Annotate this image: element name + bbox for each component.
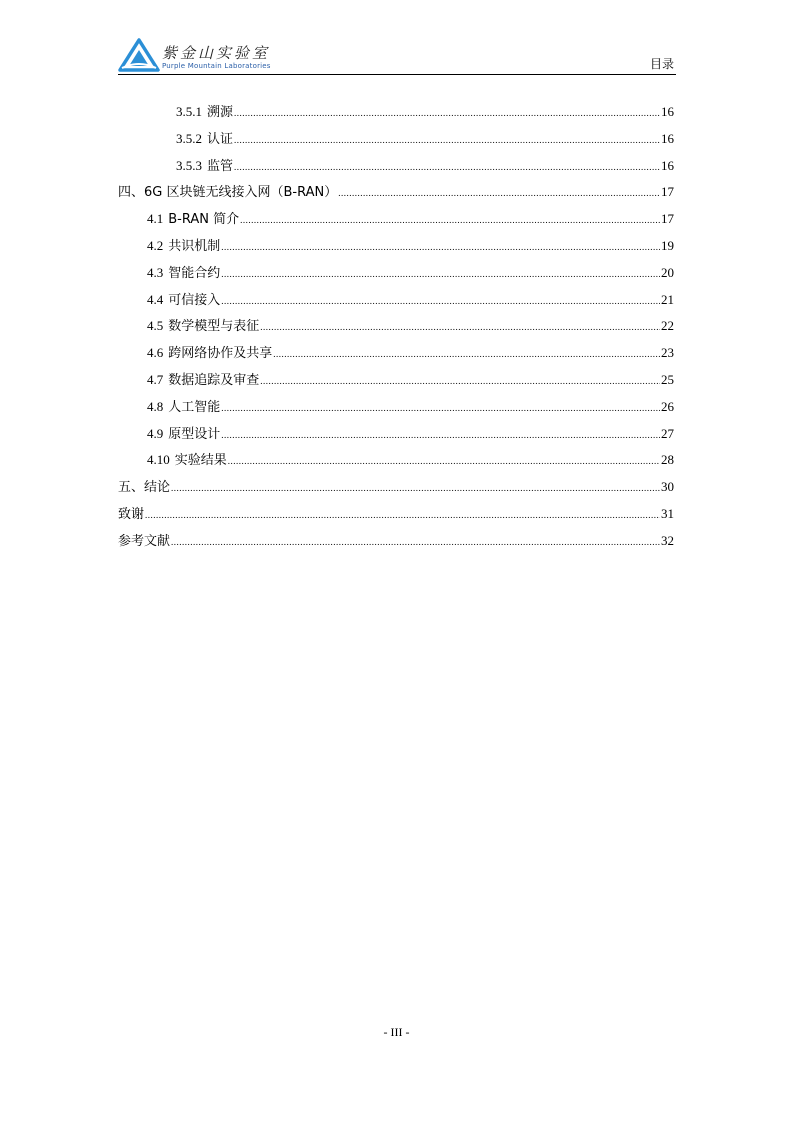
toc-entry-number: 4.6 bbox=[147, 345, 164, 361]
toc-entry-number: 4.7 bbox=[147, 371, 164, 387]
toc-entry[interactable] bbox=[118, 396, 674, 423]
toc-entry-title: 溯源 bbox=[207, 105, 234, 120]
toc-entry-number: 4.5 bbox=[147, 318, 164, 334]
toc-entry-number: 4.4 bbox=[147, 291, 164, 307]
toc-dot-leader bbox=[234, 135, 660, 145]
purple-mountain-logo-icon bbox=[118, 38, 160, 72]
toc-dot-leader bbox=[221, 296, 660, 306]
toc-entry-title: 认证 bbox=[207, 131, 234, 147]
toc-entry-title: B-RAN 简介 bbox=[168, 212, 240, 228]
toc-entry[interactable] bbox=[118, 289, 674, 316]
toc-entry-title: 数学模型与表征 bbox=[168, 319, 260, 335]
toc-entry-page: 26 bbox=[661, 398, 674, 414]
toc-dot-leader bbox=[221, 269, 660, 279]
toc-dot-leader bbox=[221, 242, 660, 252]
toc-entry[interactable] bbox=[118, 101, 674, 128]
toc-entry-number: 3.5.1 bbox=[176, 104, 202, 119]
toc-entry-title: 五、结论 bbox=[118, 480, 171, 496]
toc-entry[interactable] bbox=[118, 476, 674, 503]
toc-entry-title: 可信接入 bbox=[168, 292, 221, 308]
toc-entry-title: 监管 bbox=[207, 158, 234, 174]
toc-entry[interactable] bbox=[118, 235, 674, 262]
toc-entry[interactable] bbox=[118, 530, 674, 557]
toc-entry-title: 数据追踪及审查 bbox=[168, 372, 260, 388]
toc-entry-title: 智能合约 bbox=[168, 265, 221, 281]
toc-entry-page: 31 bbox=[661, 505, 674, 521]
toc-entry-page: 19 bbox=[661, 237, 674, 253]
toc-entry[interactable] bbox=[118, 449, 674, 476]
toc-entry[interactable] bbox=[118, 155, 674, 182]
toc-entry-number: 3.5.2 bbox=[176, 130, 202, 146]
page-number: - III - bbox=[383, 1025, 410, 1039]
toc-dot-leader bbox=[171, 537, 660, 547]
toc-dot-leader bbox=[273, 349, 660, 359]
toc-dot-leader bbox=[338, 188, 660, 198]
toc-entry[interactable] bbox=[118, 342, 674, 369]
toc-entry-title: 实验结果 bbox=[174, 453, 227, 469]
toc-entry-page: 17 bbox=[661, 184, 674, 200]
toc-entry[interactable] bbox=[118, 423, 674, 450]
toc-entry-number: 4.1 bbox=[147, 211, 164, 227]
toc-entry-page: 32 bbox=[661, 532, 674, 548]
logo-chinese-name: 紫金山实验室 bbox=[162, 44, 271, 62]
toc-entry-page: 20 bbox=[661, 264, 674, 280]
toc-entry-number: 3.5.3 bbox=[176, 157, 202, 173]
toc-entry[interactable] bbox=[118, 369, 674, 396]
toc-dot-leader bbox=[234, 108, 660, 118]
toc-dot-leader bbox=[234, 162, 660, 172]
toc-entry-title: 跨网络协作及共享 bbox=[168, 346, 273, 362]
header-section-title: 目录 bbox=[649, 57, 674, 71]
toc-entry-number: 4.8 bbox=[147, 398, 164, 414]
toc-entry-page: 25 bbox=[661, 371, 674, 387]
toc-entry-title: 共识机制 bbox=[168, 238, 221, 254]
toc-entry-page: 27 bbox=[661, 425, 674, 441]
toc-dot-leader bbox=[221, 430, 660, 440]
toc-dot-leader bbox=[260, 376, 660, 386]
toc-dot-leader bbox=[228, 456, 660, 466]
toc-entry-number: 4.2 bbox=[147, 237, 164, 253]
toc-dot-leader bbox=[221, 403, 660, 413]
toc-entry-title: 原型设计 bbox=[168, 426, 221, 442]
toc-entry[interactable] bbox=[118, 262, 674, 289]
toc-entry-page: 21 bbox=[661, 291, 674, 307]
toc-entry[interactable] bbox=[118, 128, 674, 155]
toc-dot-leader bbox=[145, 510, 660, 520]
toc-entry-page: 16 bbox=[661, 130, 674, 146]
toc-entry-title: 参考文献 bbox=[118, 533, 171, 549]
toc-dot-leader bbox=[171, 483, 660, 493]
toc-entry-page: 23 bbox=[661, 345, 674, 361]
toc-entry-page: 17 bbox=[661, 211, 674, 227]
table-of-contents bbox=[118, 101, 674, 557]
toc-entry-title: 四、6G 区块链无线接入网（B-RAN） bbox=[118, 185, 338, 201]
page-header bbox=[118, 36, 676, 75]
toc-entry[interactable] bbox=[118, 503, 674, 530]
toc-entry-number: 4.3 bbox=[147, 264, 164, 280]
toc-entry[interactable] bbox=[118, 181, 674, 208]
toc-entry-page: 30 bbox=[661, 479, 674, 495]
toc-entry-title: 人工智能 bbox=[168, 399, 221, 415]
logo-english-name: Purple Mountain Laboratories bbox=[162, 62, 271, 70]
toc-entry-page: 22 bbox=[661, 318, 674, 334]
toc-entry[interactable] bbox=[118, 208, 674, 235]
toc-entry-page: 16 bbox=[661, 104, 674, 119]
toc-entry-number: 4.10 bbox=[147, 452, 170, 468]
toc-dot-leader bbox=[260, 322, 660, 332]
toc-entry-page: 28 bbox=[661, 452, 674, 468]
toc-entry[interactable] bbox=[118, 315, 674, 342]
toc-entry-title: 致谢 bbox=[118, 506, 145, 522]
toc-entry-page: 16 bbox=[661, 157, 674, 173]
toc-entry-number: 4.9 bbox=[147, 425, 164, 441]
toc-dot-leader bbox=[240, 215, 660, 225]
